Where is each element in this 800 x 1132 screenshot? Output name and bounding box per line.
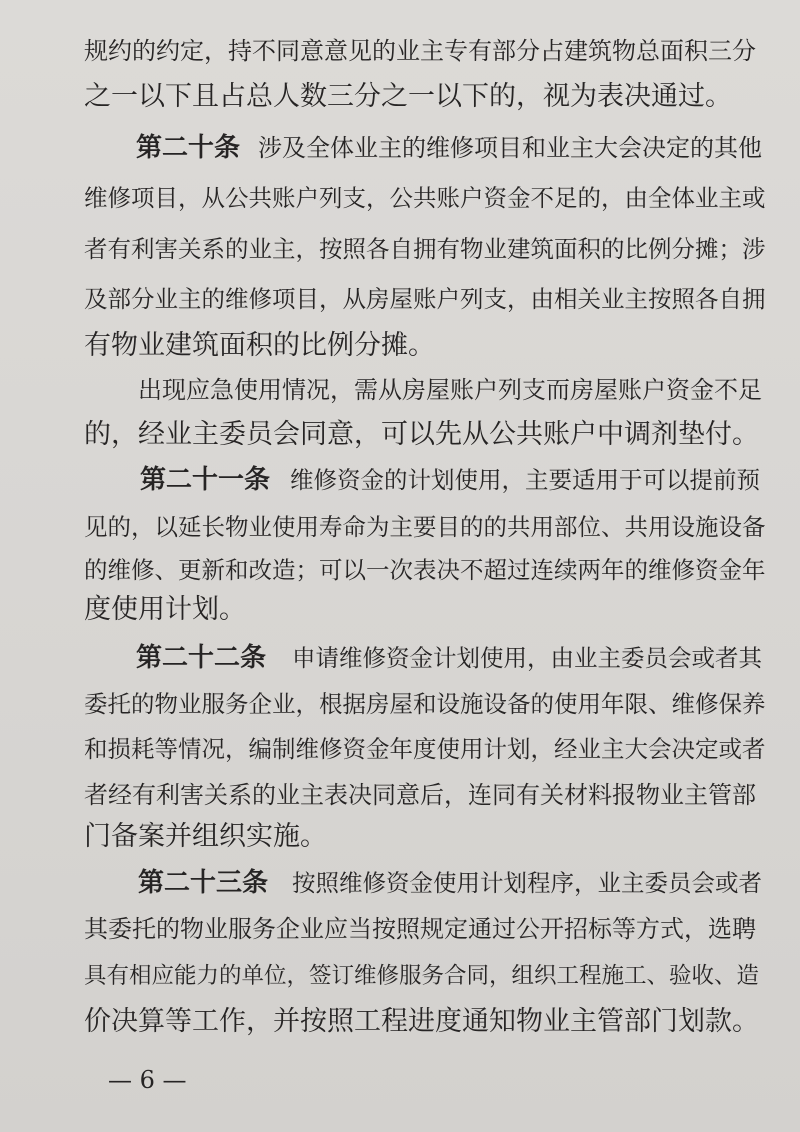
paragraph-text: 价决算等工作，并按照工程进度通知物业主管部门划款。 <box>84 1006 759 1037</box>
text-line <box>0 277 800 321</box>
text-line <box>0 413 800 457</box>
paragraph-text: 的，经业主委员会同意，可以先从公共账户中调剂垫付。 <box>84 419 759 450</box>
text-line <box>0 773 800 817</box>
paragraph-text: 具有相应能力的单位，签订维修服务合同，组织工程施工、验收、造 <box>84 963 760 989</box>
paragraph-text: 之一以下且占总人数三分之一以下的，视为表决通过。 <box>84 81 732 112</box>
text-line <box>0 548 800 592</box>
paragraph-text: 和损耗等情况，编制维修资金年度使用计划，经业主大会决定或者 <box>84 735 766 763</box>
paragraph-text: 维修资金的计划使用，主要适用于可以提前预 <box>290 466 760 494</box>
page-number: — 6 — <box>108 1066 187 1094</box>
paragraph-text: 维修项目，从公共账户列支，公共账户资金不足的，由全体业主或 <box>84 184 766 212</box>
text-line <box>0 954 800 998</box>
text-line <box>0 29 800 73</box>
text-line <box>0 505 800 549</box>
paragraph-text: 者有利害关系的业主，按照各自拥有物业建筑面积的比例分摊；涉 <box>84 235 766 263</box>
paragraph-text: 按照维修资金使用计划程序，业主委员会或者 <box>292 869 762 897</box>
text-line <box>0 636 800 680</box>
paragraph-text: 其委托的物业服务企业应当按照规定通过公开招标等方式，选聘 <box>84 915 756 943</box>
paragraph-text: 出现应急使用情况，需从房屋账户列支而房屋账户资金不足 <box>138 376 762 404</box>
paragraph-text: 委托的物业服务企业，根据房屋和设施设备的使用年限、维修保养 <box>84 690 766 718</box>
text-line <box>0 227 800 271</box>
text-line <box>0 176 800 220</box>
article-heading: 第二十条 <box>136 133 241 163</box>
text-line <box>0 368 800 412</box>
text-line <box>0 458 800 502</box>
paragraph-text: 者经有利害关系的业主表决同意后，连同有关材料报物业主管部 <box>84 781 756 809</box>
text-line <box>0 75 800 119</box>
article-heading: 第二十一条 <box>140 465 271 495</box>
text-line <box>0 815 800 859</box>
paragraph-text: 及部分业主的维修项目，从房屋账户列支，由相关业主按照各自拥 <box>84 285 766 313</box>
text-line <box>0 588 800 632</box>
paragraph-text: 涉及全体业主的维修项目和业主大会决定的其他 <box>258 134 762 162</box>
paragraph-text: 见的，以延长物业使用寿命为主要目的的共用部位、共用设施设备 <box>84 513 766 541</box>
paragraph-text: 的维修、更新和改造；可以一次表决不超过连续两年的维修资金年 <box>84 556 766 584</box>
paragraph-text: 度使用计划。 <box>84 594 246 625</box>
text-line <box>0 907 800 951</box>
article-heading: 第二十三条 <box>138 868 269 898</box>
text-line <box>0 682 800 726</box>
paragraph-text: 申请维修资金计划使用，由业主委员会或者其 <box>292 644 762 672</box>
paragraph-text: 门备案并组织实施。 <box>84 821 327 852</box>
text-line <box>0 727 800 771</box>
text-line <box>0 126 800 170</box>
text-line <box>0 324 800 368</box>
text-line <box>0 1000 800 1044</box>
article-heading: 第二十二条 <box>136 643 267 673</box>
text-line <box>0 861 800 905</box>
paragraph-text: 规约的约定，持不同意意见的业主专有部分占建筑物总面积三分 <box>84 37 756 65</box>
paragraph-text: 有物业建筑面积的比例分摊。 <box>84 330 435 361</box>
